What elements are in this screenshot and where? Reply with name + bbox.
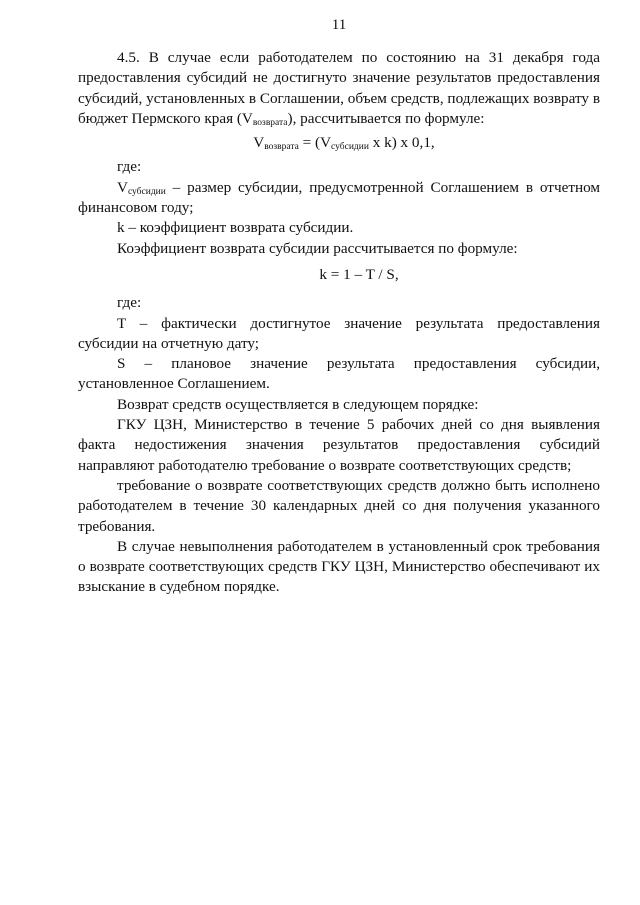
where-label-1: где: [117, 158, 142, 176]
formula-end: x k) x 0,1, [368, 134, 435, 152]
formula-return-amount [78, 133, 600, 153]
formula-v: V [253, 134, 265, 152]
return-order-intro: Возврат средств осуществляется в следующем порядке: [117, 395, 479, 413]
definition-v-text: – размер субсидии, предусмотренной Соглашением в отчетном финансовом году; [78, 178, 600, 217]
paragraph-4-5 [78, 48, 600, 129]
definition-v-subsidy [78, 178, 600, 219]
paragraph-4-5-text-b: ), рассчитывается по формуле: [287, 109, 485, 127]
definition-k: k – коэффициент возврата субсидии. [117, 219, 354, 237]
formula-coefficient: k = 1 – T / S, [319, 265, 399, 283]
definition-v-subscript: субсидии [127, 186, 166, 197]
formula-v-subscript: возврата [264, 142, 299, 153]
formula-mid: = (V [298, 134, 332, 152]
definition-t: T – фактически достигнутое значение результата предоставления субсидии на отчетную дату; [78, 314, 600, 352]
document-body [78, 48, 600, 598]
return-order-step-1: ГКУ ЦЗН, Министерство в течение 5 рабочих дней со дня выявления факта недостижения значения результатов предоставления субсидий направляют работодателю требование о возврате соответствующих средств; [78, 416, 600, 474]
final-paragraph: В случае невыполнения работодателем в установленный срок требования о возврате соответствующих средств ГКУ ЦЗН, Министерство обеспечивают их взыскание в судебном порядке. [78, 537, 600, 596]
where-label-2: где: [117, 294, 142, 312]
definition-v-symbol: V [117, 178, 128, 196]
coefficient-intro: Коэффициент возврата субсидии рассчитывается по формуле: [117, 239, 518, 257]
paragraph-4-5-text-a: 4.5. В случае если работодателем по состоянию на 31 декабря года предоставления субсидий не достигнуто значение результатов предоставления субсидий, установленных в Соглашении, объем средств, подлежащих возврату в бюджет Пермского края (V [78, 49, 600, 127]
return-order-step-2: требование о возврате соответствующих средств должно быть исполнено работодателем в течение 30 календарных дней со дня получения указанного требования. [78, 476, 600, 535]
page-number: 11 [331, 16, 347, 33]
formula-subsidy-subscript: субсидии [331, 142, 369, 153]
paragraph-4-5-subscript: возврата [252, 117, 288, 128]
definition-s: S – плановое значение результата предоставления субсидии, установленное Соглашением. [78, 355, 600, 393]
